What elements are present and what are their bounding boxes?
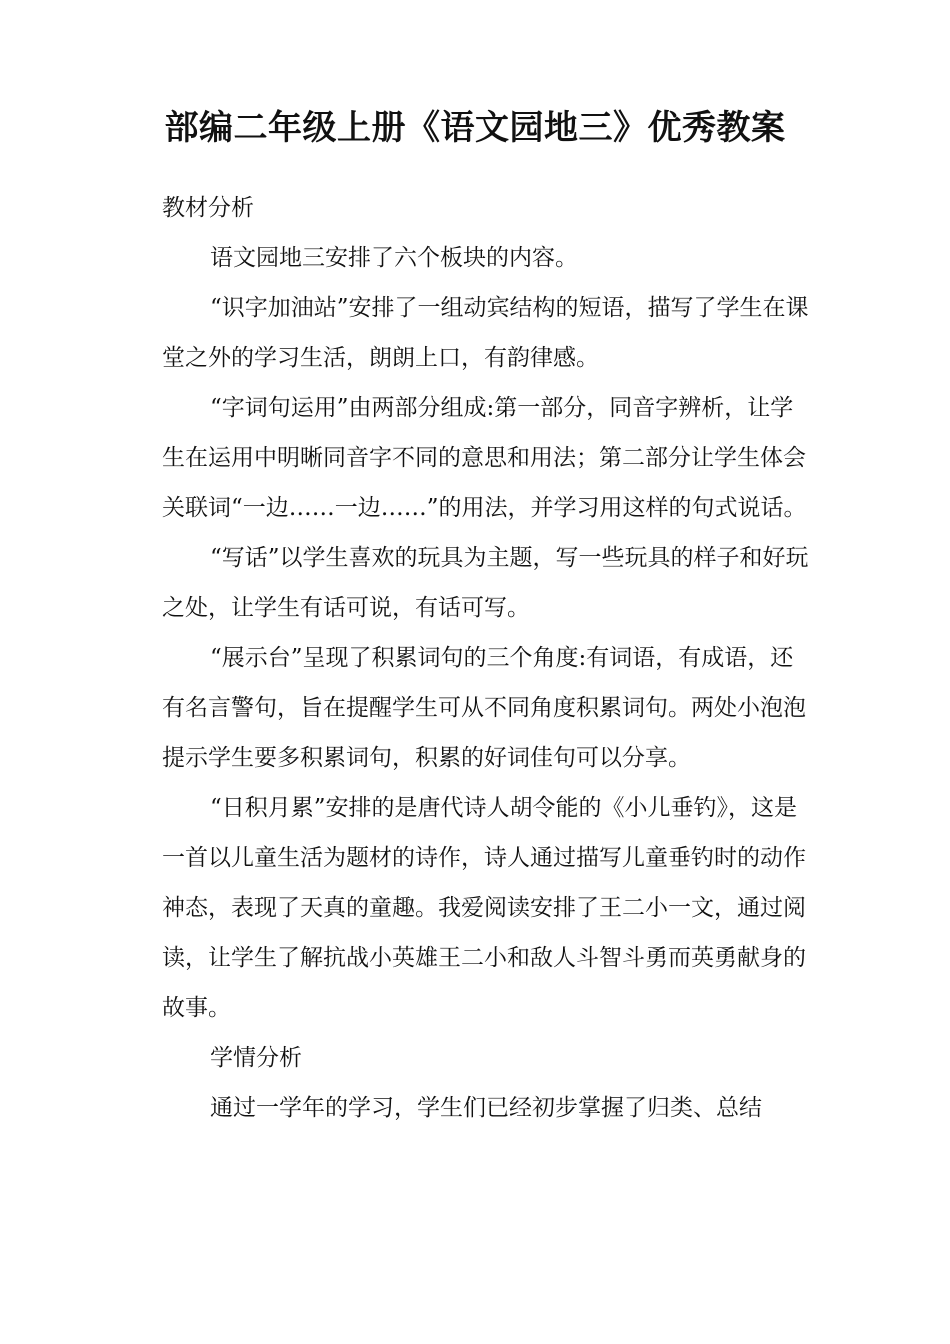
document-title: 部编二年级上册《语文园地三》优秀教案 xyxy=(164,108,786,148)
paragraph: “展示台”呈现了积累词句的三个角度:有词语，有成语，还有名言警句，旨在提醒学生可从不同角度积累词句。两处小泡泡提示学生要多积累词句，积累的好词佳句可以分享。 xyxy=(162,645,806,771)
section-heading: 教材分析 xyxy=(162,195,254,221)
paragraph: “识字加油站”安排了一组动宾结构的短语，描写了学生在课堂之外的学习生活，朗朗上口，有韵律感。 xyxy=(162,295,809,371)
paragraph: “写话”以学生喜欢的玩具为主题，写一些玩具的样子和好玩之处，让学生有话可说，有话可写。 xyxy=(162,545,809,621)
paragraph: 通过一学年的学习，学生们已经初步掌握了归类、总结 xyxy=(210,1095,762,1121)
paragraph: 语文园地三安排了六个板块的内容。 xyxy=(210,245,578,271)
subheading: 学情分析 xyxy=(210,1045,302,1071)
document-body xyxy=(162,183,812,1133)
paragraph: “字词句运用”由两部分组成:第一部分，同音字辨析，让学生在运用中明晰同音字不同的意思和用法；第二部分让学生体会关联词“一边……一边……”的用法，并学习用这样的句式说话。 xyxy=(162,395,807,521)
paragraph: “日积月累”安排的是唐代诗人胡令能的《小儿垂钓》，这是一首以儿童生活为题材的诗作，诗人通过描写儿童垂钓时的动作神态，表现了天真的童趣。我爱阅读安排了王二小一文，通过阅读，让学生了解抗战小英雄王二小和敌人斗智斗勇而英勇献身的故事。 xyxy=(162,795,806,1021)
